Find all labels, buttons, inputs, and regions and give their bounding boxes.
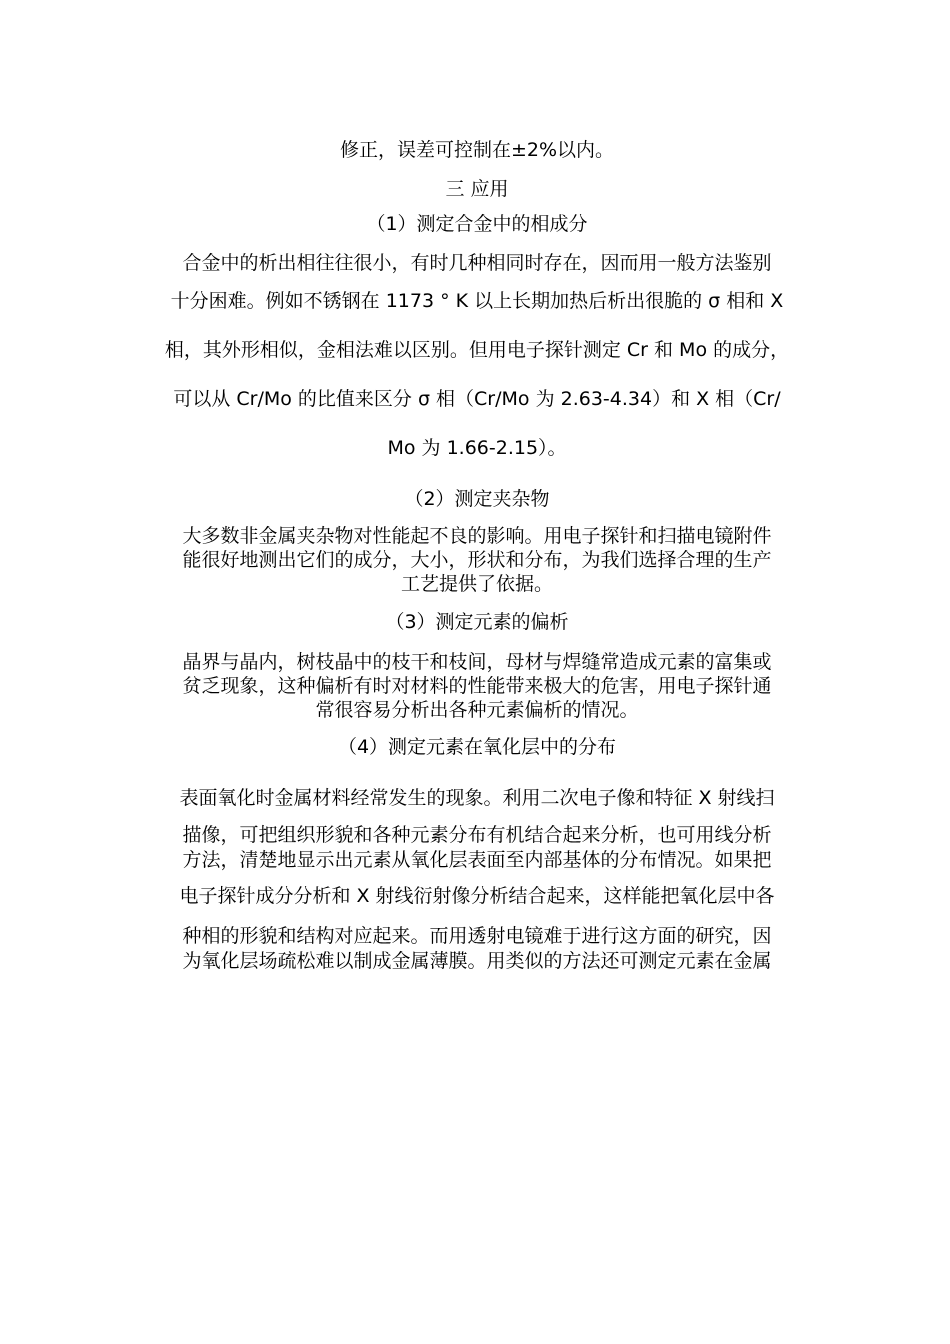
subsection-3-heading: （3）测定元素的偏析 [385, 611, 569, 633]
subsection-3-line-1: 晶界与晶内，树枝晶中的枝干和枝间，母材与焊缝常造成元素的富集或 [182, 651, 772, 673]
subsection-2-line-2: 能很好地测出它们的成分，大小，形状和分布，为我们选择合理的生产 [182, 549, 772, 571]
intro-line: 修正，误差可控制在±2%以内。 [339, 139, 615, 161]
subsection-4-line-3: 方法，清楚地显示出元素从氧化层表面至内部基体的分布情况。如果把 [182, 849, 772, 871]
subsection-3-line-2: 贫乏现象，这种偏析有时对材料的性能带来极大的危害，用电子探针通 [182, 675, 772, 697]
subsection-4-line-4: 电子探针成分分析和 X 射线衍射像分析结合起来，这样能把氧化层中各 [179, 885, 775, 907]
subsection-1-line-5: Mo 为 1.66-2.15）。 [387, 437, 567, 459]
subsection-2-line-3: 工艺提供了依据。 [400, 573, 553, 595]
subsection-3-paragraph [152, 650, 802, 722]
subsection-2-paragraph [152, 524, 802, 596]
subsection-1-line-2: 十分困难。例如不锈钢在 1173 ° K 以上长期加热后析出很脆的 σ 相和 X [170, 290, 784, 312]
subsection-4-line-5: 种相的形貌和结构对应起来。而用透射电镜难于进行这方面的研究，因 [182, 925, 772, 947]
subsection-4-heading: （4）测定元素在氧化层中的分布 [337, 736, 617, 758]
subsection-4-line-2: 描像，可把组织形貌和各种元素分布有机结合起来分析，也可用线分析 [182, 824, 772, 846]
section-heading: 三 应用 [445, 178, 509, 200]
subsection-1-line-4: 可以从 Cr/Mo 的比值来区分 σ 相（Cr/Mo 为 2.63-4.34）和 X 相（Cr/ [173, 388, 781, 410]
subsection-1-line-1: 合金中的析出相往往很小，有时几种相同时存在，因而用一般方法鉴别 [182, 252, 772, 274]
subsection-2-line-1: 大多数非金属夹杂物对性能起不良的影响。用电子探针和扫描电镜附件 [182, 525, 772, 547]
subsection-4-line-6: 为氧化层场疏松难以制成金属薄膜。用类似的方法还可测定元素在金属 [182, 950, 772, 972]
subsection-2-heading: （2）测定夹杂物 [404, 488, 550, 510]
subsection-3-line-3: 常很容易分析出各种元素偏析的情况。 [315, 699, 639, 721]
subsection-1-line-3: 相，其外形相似，金相法难以区别。但用电子探针测定 Cr 和 Mo 的成分， [164, 339, 790, 361]
subsection-4-line-1: 表面氧化时金属材料经常发生的现象。利用二次电子像和特征 X 射线扫 [179, 787, 775, 809]
subsection-1-heading: （1）测定合金中的相成分 [366, 213, 588, 235]
